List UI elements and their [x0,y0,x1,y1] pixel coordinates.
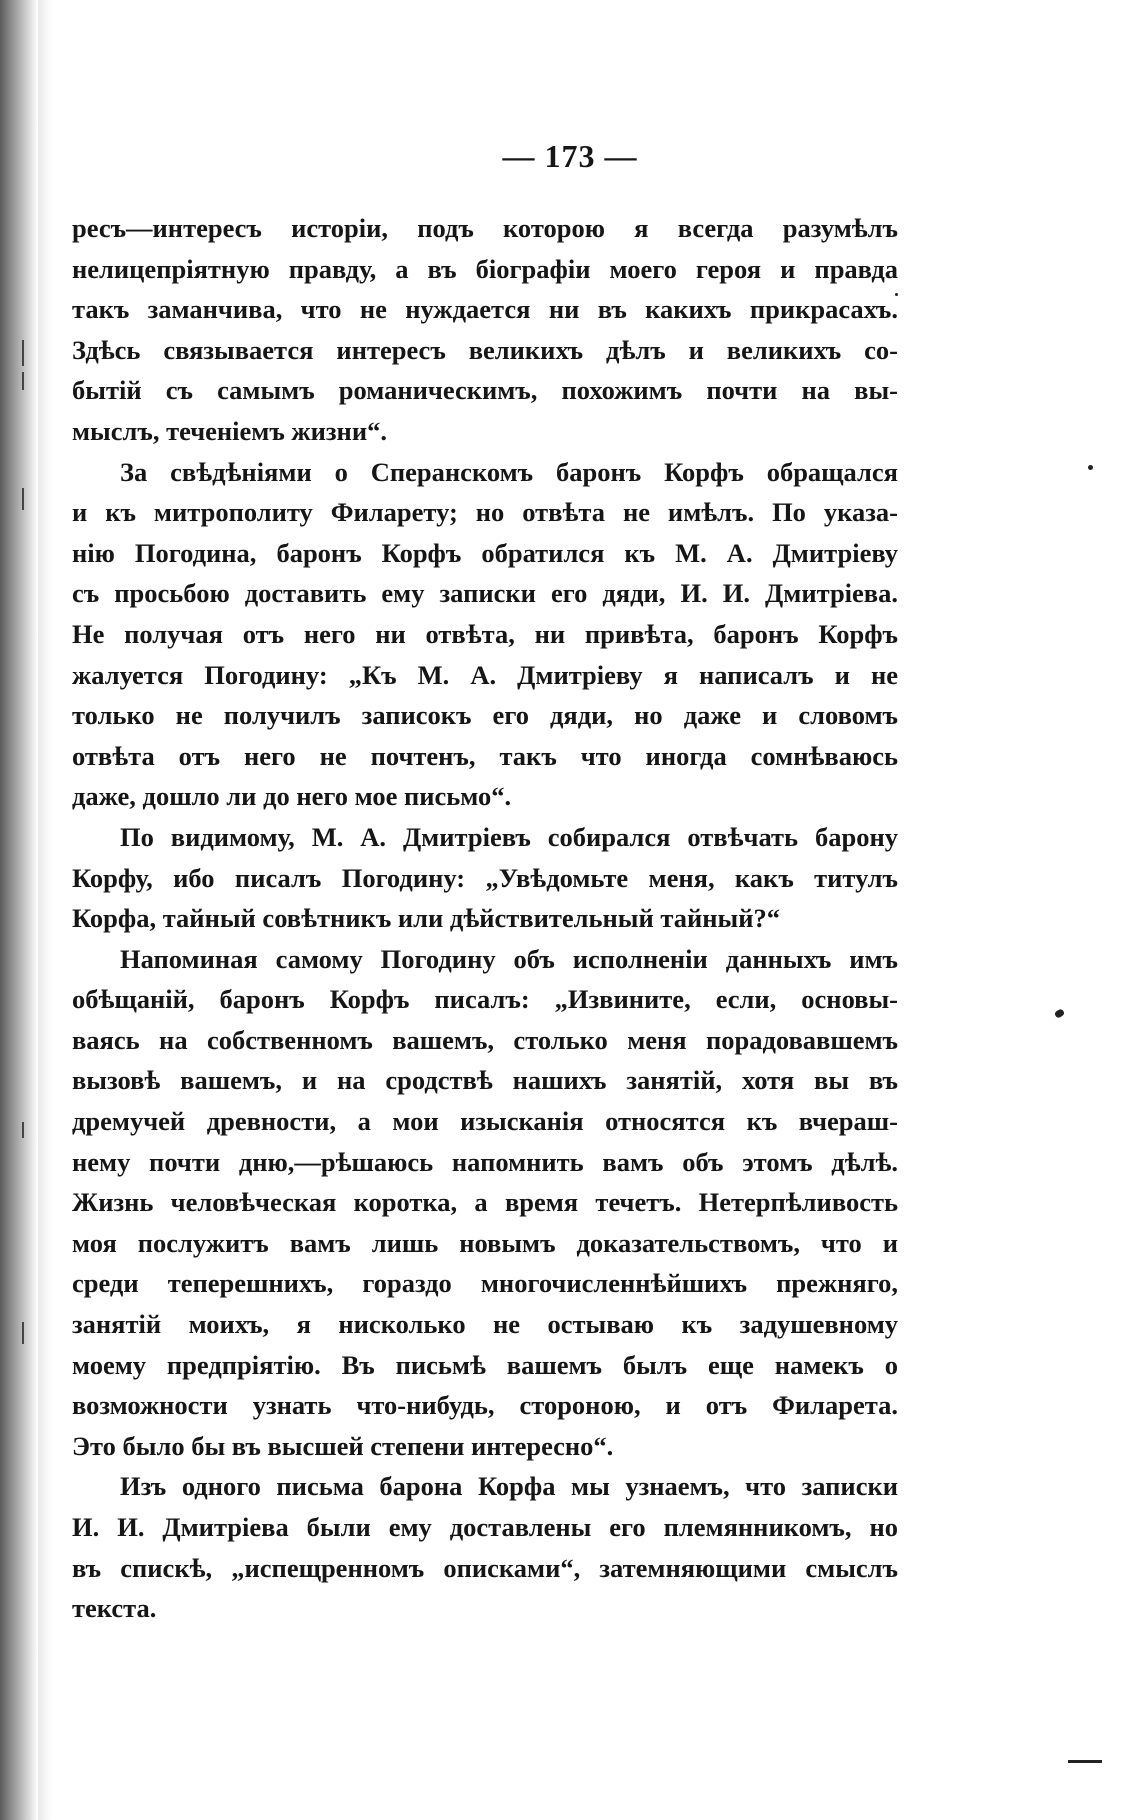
text-line: дремучей древности, а мои изысканія относятся къ вчераш- [72,1106,898,1137]
text-line: жалуется Погодину: „Къ М. А. Дмитріеву я написалъ и не [72,659,898,690]
body-text [72,208,898,1629]
text-line: моя послужитъ вамъ лишь новымъ доказательствомъ, что и [72,1227,898,1258]
text-line: Напоминая самому Погодину объ исполненіи данныхъ имъ [120,943,898,974]
speck-mark [1054,1008,1065,1019]
text-line: За свѣдѣніями о Сперанскомъ баронъ Корфъ обращался [120,456,898,487]
text-line: Здѣсь связывается интересъ великихъ дѣлъ и великихъ со- [72,334,898,365]
text-line: нему почти дню,—рѣшаюсь напомнить вамъ объ этомъ дѣлѣ. [72,1146,898,1177]
text-line: Изъ одного письма барона Корфа мы узнаемъ, что записки [120,1471,898,1502]
text-line: отвѣта отъ него не почтенъ, такъ что иногда сомнѣваюсь [72,740,898,771]
text-line: Не получая отъ него ни отвѣта, ни привѣта, баронъ Корфъ [72,618,898,649]
speck-mark [1088,465,1093,470]
text-line: нелицепріятную правду, а въ біографіи моего героя и правда [72,253,898,284]
text-line: и къ митрополиту Филарету; но отвѣта не имѣлъ. По указа- [72,497,898,528]
text-line: Это было бы въ высшей степени интересно“. [72,1430,614,1461]
text-line: обѣщаній, баронъ Корфъ писалъ: „Извините, если, основы- [72,984,898,1015]
scan-dash-mark [1068,1760,1102,1763]
margin-mark [22,1122,24,1138]
margin-mark [22,372,24,390]
text-line: Корфу, ибо писалъ Погодину: „Увѣдомьте меня, какъ титулъ [72,862,898,893]
text-line: И. И. Дмитріева были ему доставлены его племянникомъ, но [72,1512,898,1542]
text-line: такъ заманчива, что не нуждается ни въ какихъ прикрасахъ. [72,294,898,325]
text-line: вызовѣ вашемъ, и на сродствѣ нашихъ занятій, хотя вы въ [72,1065,898,1096]
text-line: Корфа, тайный совѣтникъ или дѣйствительный тайный?“ [72,903,780,934]
margin-mark [22,488,24,510]
text-line: среди теперешнихъ, гораздо многочисленнѣйшихъ прежняго, [72,1268,898,1299]
text-line: ресъ—интересъ исторіи, подъ которою я всегда разумѣлъ [72,213,898,243]
text-line: въ спискѣ, „испещренномъ описками“, затемняющими смыслъ [72,1552,898,1583]
text-line: даже, дошло ли до него мое письмо“. [72,781,512,812]
text-line: занятій моихъ, я нисколько не остываю къ задушевному [72,1309,898,1340]
text-line: моему предпріятію. Въ письмѣ вашемъ былъ еще намекъ о [72,1349,898,1380]
text-line: бытій съ самымъ романическимъ, похожимъ почти на вы- [72,375,898,406]
scan-edge-fade [38,0,52,1820]
scan-edge-shadow [0,0,38,1820]
text-line: ваясь на собственномъ вашемъ, столько меня порадовавшемъ [72,1024,898,1055]
text-line: мыслъ, теченіемъ жизни“. [72,415,387,446]
text-line: возможности узнать что-нибудь, стороною, и отъ Филарета. [72,1390,898,1421]
text-line: Жизнь человѣческая коротка, а время течетъ. Нетерпѣливость [72,1187,898,1218]
text-line: По видимому, М. А. Дмитріевъ собирался отвѣчать барону [120,821,898,852]
text-line: нію Погодина, баронъ Корфъ обратился къ М. А. Дмитріеву [72,537,898,568]
page-number: — 173 — [502,138,638,174]
text-line: съ просьбою доставить ему записки его дяди, И. И. Дмитріева. [72,578,898,609]
text-line: только не получилъ записокъ его дяди, но даже и словомъ [72,700,898,731]
text-line: текста. [72,1593,157,1624]
margin-mark [22,340,24,366]
margin-mark [22,1322,24,1344]
